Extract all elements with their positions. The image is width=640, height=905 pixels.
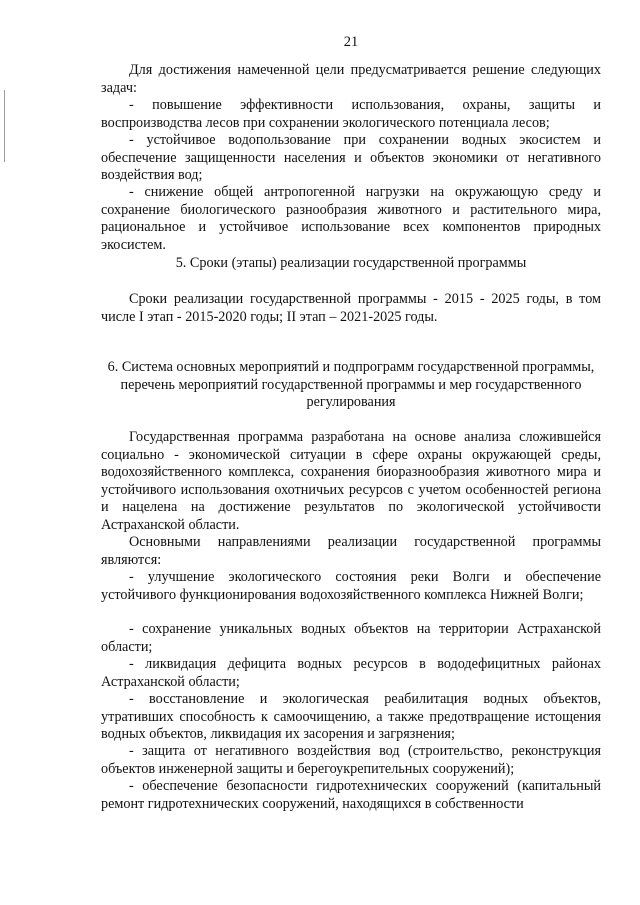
task-item: - устойчивое водопользование при сохранении водных экосистем и обеспечение защищенности населения и объектов экономики от негативного воздействия вод; (101, 132, 601, 183)
direction-item: - защита от негативного воздействия вод (строительство, реконструкция объектов инженерной защиты и берегоукрепительных сооружений); (101, 743, 601, 777)
tasks-intro: Для достижения намеченной цели предусматривается решение следующих задач: (101, 62, 601, 96)
section-6-paragraph: Основными направлениями реализации государственной программы являются: (101, 534, 601, 568)
direction-item: - восстановление и экологическая реабилитация водных объектов, утративших способность к самоочищению, а также предотвращение истощения водных объектов, ликвидация их засорения и загрязнения; (101, 691, 601, 742)
section-6-heading: 6. Система основных мероприятий и подпрограмм государственной программы, перечень мероприятий государственной программы и мер государственного регулирования (107, 359, 595, 410)
section-6-paragraph: Государственная программа разработана на основе анализа сложившейся социально - экономической ситуации в сфере охраны окружающей среды, водохозяйственного комплекса, сохранения биоразнообразия животного мира и устойчивого использования охотничьих ресурсов с учетом особенностей региона и нацелена на достижение результатов по экологической устойчивости Астраханской области. (101, 429, 601, 533)
scan-edge-mark (4, 90, 5, 162)
section-5-heading: 5. Сроки (этапы) реализации государственной программы (175, 255, 527, 271)
section-5-text: Сроки реализации государственной программы - 2015 - 2025 годы, в том числе I этап - 2015-2020 годы; II этап – 2021-2025 годы. (101, 291, 601, 325)
task-item: - снижение общей антропогенной нагрузки на окружающую среду и сохранение биологического разнообразия животного и растительного мира, рациональное и устойчивое использование всех компонентов природных экосистем. (101, 184, 601, 253)
direction-item: - улучшение экологического состояния реки Волги и обеспечение устойчивого функционирования водохозяйственного комплекса Нижней Волги; (101, 569, 601, 603)
direction-item: - ликвидация дефицита водных ресурсов в вододефицитных районах Астраханской области; (101, 656, 601, 690)
page-number: 21 (343, 34, 359, 50)
direction-item: - обеспечение безопасности гидротехнических сооружений (капитальный ремонт гидротехнических сооружений, находящихся в собственности (101, 778, 601, 812)
task-item: - повышение эффективности использования, охраны, защиты и воспроизводства лесов при сохранении экологического потенциала лесов; (101, 97, 601, 131)
direction-item: - сохранение уникальных водных объектов на территории Астраханской области; (101, 621, 601, 655)
